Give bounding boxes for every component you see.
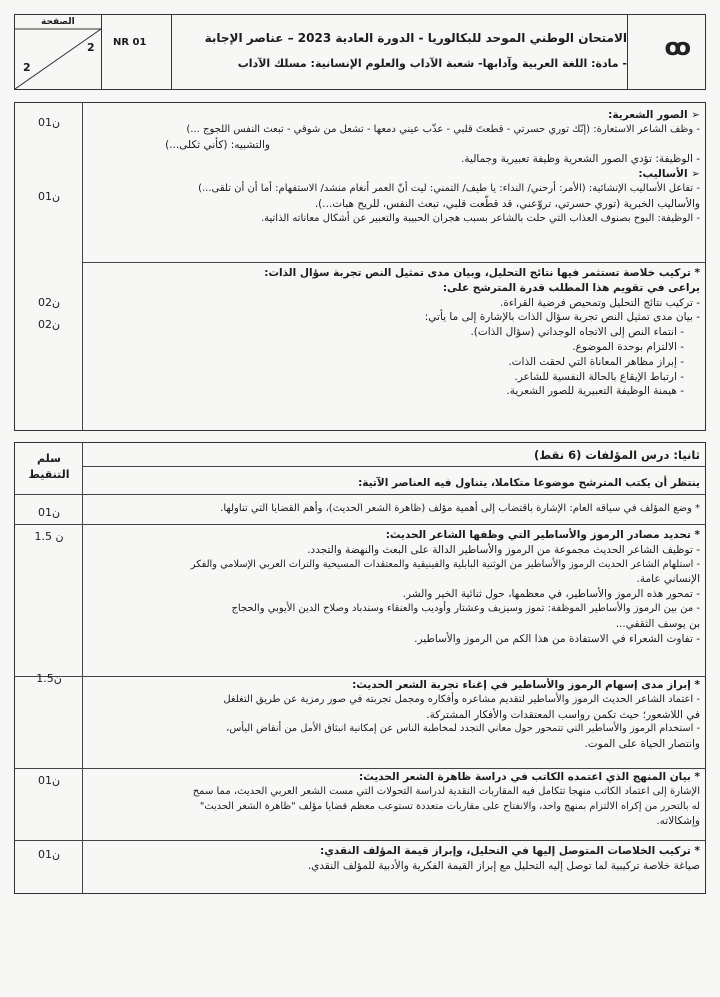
row-divider xyxy=(14,494,706,495)
exam-code: NR 01 xyxy=(113,37,147,48)
text-line: - هيمنة الوظيفة التعبيرية للصور الشعرية. xyxy=(506,385,684,398)
criterion-line: * وضع المؤلف في سياقه العام: الإشارة باقتضاب إلى أهمية مؤلف (ظاهرة الشعر الحديث)، وأهم القضايا التي تناولها. xyxy=(220,503,700,514)
page-current: 2 xyxy=(87,41,95,54)
text-line: الإشارة إلى اعتماد الكاتب منهجا تتكامل فيه المقاربات النقدية لدراسة التحولات التي مست الشعر العربي الحديث، مما سمح xyxy=(192,785,700,797)
text-line: - من بين الرموز والأساطير الموظفة: تموز وسيزيف وعشتار وأوديب والعنقاء وسندباد وصلاح الدين الأيوبي والحجاج xyxy=(231,602,700,614)
section-two-text xyxy=(94,844,700,874)
text-line: - الالتزام بوحدة الموضوع. xyxy=(572,340,684,353)
text-line: في اللاشعور؛ حيث تكمن رواسب المعتقدات والأفكار المشتركة. xyxy=(426,708,700,721)
row-divider xyxy=(82,262,706,263)
section-two-intro: ينتظر أن يكتب المترشح موضوعا متكاملا، يتناول فيه العناصر الآتية: xyxy=(358,477,700,489)
text-line: له بالتحرر من إكراه الالتزام بمنهج واحد، والانفتاح على مقاربات متعددة تستوعب معظم قضايا مؤلف "ظاهرة الشعر الحديث" xyxy=(199,800,700,812)
page-total: 2 xyxy=(23,61,31,74)
text-line: - إبراز مظاهر المعاناة التي لحقت الذات. xyxy=(508,355,684,368)
criterion-heading: * تركيب خلاصة تستثمر فيها نتائج التحليل، وبيان مدى تمثيل النص تجربة سؤال الذات: xyxy=(264,267,700,279)
subheading: ➢ الصور الشعرية: xyxy=(608,109,700,121)
text-line: - تمحور هذه الرموز والأساطير، في معظمها، حول ثنائية الخير والشر. xyxy=(402,588,700,601)
criterion-heading: * إبراز مدى إسهام الرموز والأساطير في إغناء تجربة الشعر الحديث: xyxy=(352,679,700,691)
score: 02ن xyxy=(37,296,61,309)
row-divider xyxy=(14,676,706,677)
row-divider xyxy=(82,466,706,467)
exam-subtitle: - مادة: اللغة العربية وآدابها- شعبة الآداب والعلوم الإنسانية: مسلك الآداب xyxy=(237,57,627,70)
section-one-summary xyxy=(100,266,700,399)
criterion-heading: يراعى في تقويم هذا المطلب قدرة المترشح على: xyxy=(442,281,700,294)
section-one-text xyxy=(100,108,700,226)
section-two-title: ثانيا: درس المؤلفات (6 نقط) xyxy=(533,448,700,462)
section-two-text xyxy=(94,770,700,829)
criterion-heading: * بيان المنهج الذي اعتمده الكاتب في دراسة ظاهرة الشعر الحديث: xyxy=(359,771,700,783)
text-line: وانتصار الحياة على الموت. xyxy=(584,738,700,751)
logo: ꝏ xyxy=(664,33,691,61)
row-divider xyxy=(14,524,706,525)
text-line: - استلهام الشاعر الحديث الرموز والأساطير من الوثنية البابلية والفينيقية والمعتقدات المسيحية والتراث العربي الإسلامي والفكر xyxy=(190,558,700,570)
exam-header xyxy=(14,14,706,90)
score: 02ن xyxy=(37,318,61,331)
score: 01ن xyxy=(37,116,61,129)
text-line: وإشكالاته. xyxy=(656,815,700,828)
score: 1.5 ن xyxy=(34,530,64,543)
score: 01ن xyxy=(37,190,61,203)
score: 01ن xyxy=(37,848,61,861)
page-number-box xyxy=(15,15,102,89)
score-column-divider xyxy=(82,442,83,894)
text-line: - تفاعل الأساليب الإنشائية: (الأمر: أرحني/ النداء: يا طيف/ التمني: ليت أنّ العمر أنغام منشد/ الاستفهام: أما أن أن تلقى...) xyxy=(198,182,700,194)
text-line: - تفاوت الشعراء في الاستفادة من هذا الكم من الرموز والأساطير. xyxy=(414,632,700,645)
subheading: ➢ الأساليب: xyxy=(638,168,700,181)
score-column-divider xyxy=(82,102,83,431)
row-divider xyxy=(14,768,706,769)
text-line: - انتماء النص إلى الاتجاه الوجداني (سؤال الذات). xyxy=(470,326,684,339)
score: 01ن xyxy=(37,506,61,519)
text-line: والأساليب الخبرية (توري حسرتي، تروّعني، قد قطّعت قلبي، تبعث النفس، للريح هبات...). xyxy=(314,197,700,210)
text-line: - وظف الشاعر الاستعارة: (إنّك توري حسرتي - قطعتَ قلبي - عذّب عيني دمعها - تشعل من شوقي - تبعث النفس اللجوج ...) xyxy=(186,123,700,135)
text-line: بن يوسف الثقفي... xyxy=(615,617,700,630)
text-line: - الوظيفة: تؤدي الصور الشعرية وظيفة تعبيرية وجمالية. xyxy=(461,153,700,166)
text-line: صياغة خلاصة تركيبية لما توصل إليه التحليل مع إبراز القيمة الفكرية والأدبية للمؤلف النقدي. xyxy=(307,859,700,872)
section-two-text xyxy=(100,502,700,517)
text-line: - استخدام الرموز والأساطير التي تتمحور حول معاني التجدد لمخاطبة الناس عن إمكانية انبثاق الأمل من أنقاض اليأس، xyxy=(226,723,700,735)
text-line: والتشبيه: (كأني ثكلى...) xyxy=(165,138,270,151)
criterion-heading: * تركيب الخلاصات المتوصل إليها في التحليل، وإبراز قيمة المؤلف النقدي: xyxy=(320,845,700,857)
text-line: - توظيف الشاعر الحديث مجموعة من الرموز والأساطير الدالة على البعث والنهضة والتجدد. xyxy=(307,543,700,556)
header-divider xyxy=(627,15,628,89)
text-line: - بيان مدى تمثيل النص تجربة سؤال الذات بالإشارة إلى ما يأتي: xyxy=(424,311,700,324)
text-line: الإنساني عامة. xyxy=(636,573,700,586)
text-line: - ارتباط الإيقاع بالحالة النفسية للشاعر. xyxy=(514,370,684,383)
section-two-text xyxy=(94,678,700,752)
header-divider xyxy=(171,15,172,89)
criterion-heading: * تحديد مصادر الرموز والأساطير التي وظفها الشاعر الحديث: xyxy=(385,529,700,541)
score: 01ن xyxy=(37,774,61,787)
page-label: الصفحة xyxy=(41,17,75,27)
score: 1.5ن xyxy=(36,672,62,685)
text-line: - اعتماد الشاعر الحديث الرموز والأساطير لتقديم مشاعره وأفكاره ومجمل تجربته في صور رمزية عن طريق التغلغل xyxy=(223,693,700,705)
section-two-text xyxy=(94,528,700,646)
score-header: سلم xyxy=(37,452,61,465)
score-header: التنقيط xyxy=(28,468,70,481)
text-line: - تركيب نتائج التحليل وتمحيص فرضية القراءة. xyxy=(500,296,700,309)
exam-title: الامتحان الوطني الموحد للبكالوريا - الدورة العادية 2023 – عناصر الإجابة xyxy=(204,31,627,45)
row-divider xyxy=(14,840,706,841)
text-line: - الوظيفة: البوح بصنوف العذاب التي حلت بالشاعر بسبب هجران الحبيبة والتعبير عن أشكال معاناته الذاتية. xyxy=(260,212,700,224)
